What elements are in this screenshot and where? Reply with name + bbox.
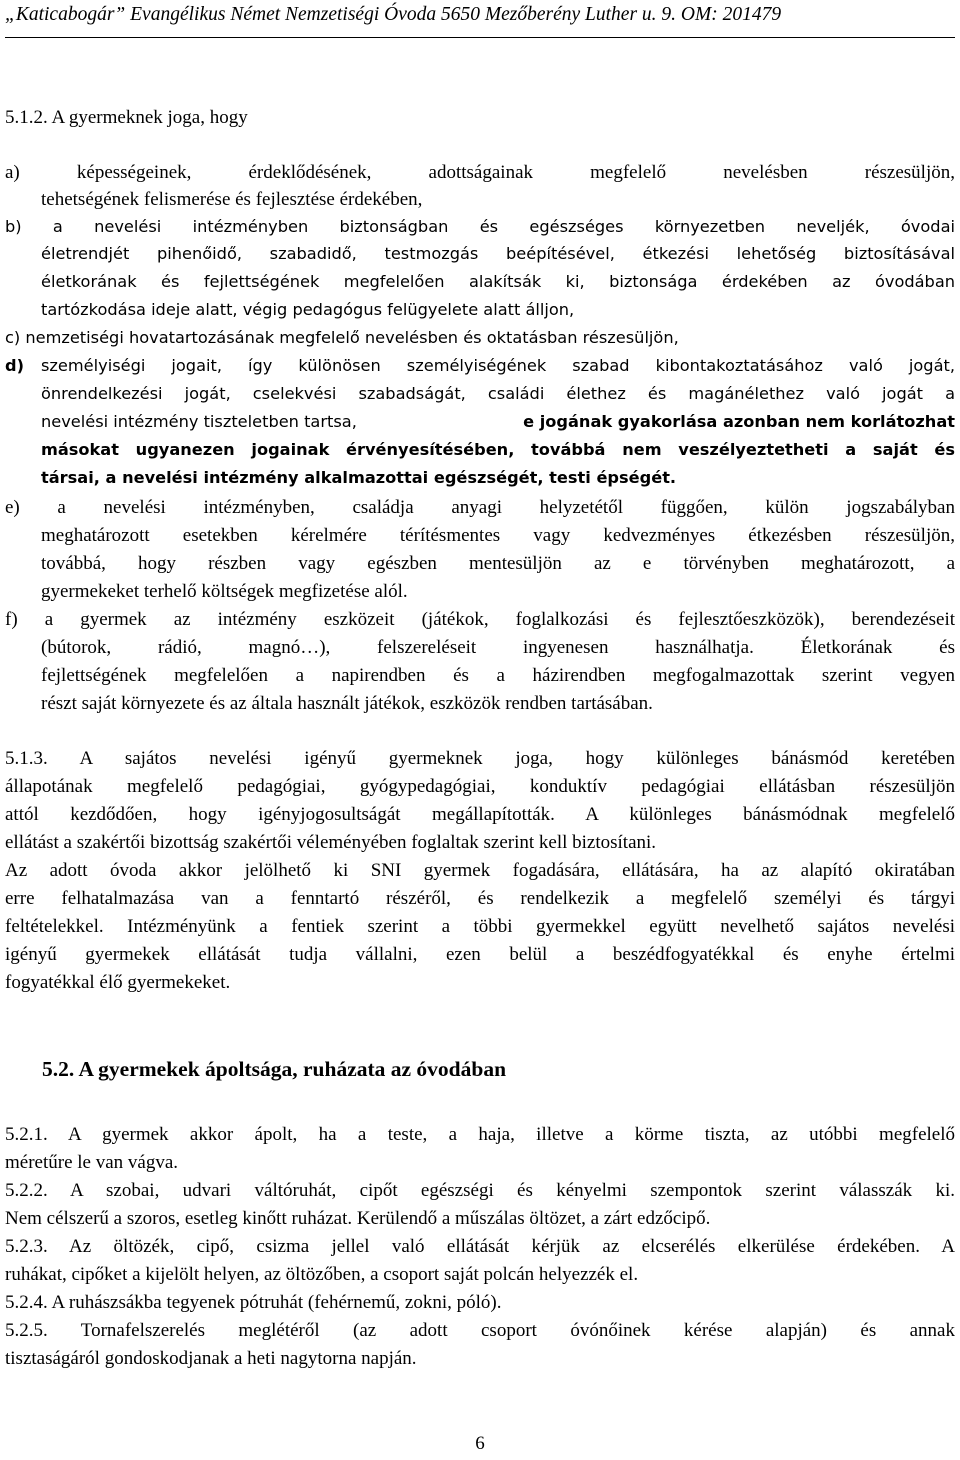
section-title-5-1-2: 5.1.2. A gyermeknek joga, hogy bbox=[5, 107, 248, 128]
section-heading-5-2: 5.2. A gyermekek ápoltsága, ruházata az óvodában bbox=[42, 1057, 507, 1081]
paragraph-line: f) a gyermek az intézmény eszközeit (játékok, foglalkozási és fejlesztőeszközök), berendezéseit bbox=[5, 609, 955, 630]
paragraph-line: meghatározott esetekben kérelmére térítésmentes vagy kedvezményes étkezésben részesüljön, bbox=[41, 525, 955, 546]
paragraph-line: továbbá, hogy részben vagy egészben mentesüljön az e törvényben meghatározott, a bbox=[41, 553, 955, 574]
paragraph-line: tartózkodása ideje alatt, végig pedagógus felügyelete alatt álljon, bbox=[41, 300, 575, 319]
paragraph-line: b) a nevelési intézményben biztonságban és egészséges környezetben neveljék, óvodai bbox=[5, 217, 955, 236]
paragraph-line: életrendjét pihenőidő, szabadidő, testmozgás beépítésével, étkezési lehetőség biztosításával bbox=[41, 244, 955, 263]
paragraph-line: a) képességeinek, érdeklődésének, adottságainak megfelelő nevelésben részesüljön, bbox=[5, 162, 955, 183]
paragraph-line: 5.2.1. A gyermek akkor ápolt, ha a teste, a haja, illetve a körme tiszta, az utóbbi megfelelő bbox=[5, 1124, 955, 1145]
paragraph-line: fejlettségének megfelelően a napirendben és a házirendben megfogalmazottak szerint vegyen bbox=[41, 665, 955, 686]
paragraph-line: feltételekkel. Intézményünk a fentiek szerint a többi gyermekkel együtt nevelhető sajátos nevelési bbox=[5, 916, 955, 937]
paragraph-line: 5.2.5. Tornafelszerelés meglétéről (az adott csoport óvónőinek kérése alapján) és annak bbox=[5, 1320, 955, 1341]
paragraph-line: 5.2.2. A szobai, udvari váltóruhát, cipőt egészségi és kényelmi szempontok szerint válasszák ki. bbox=[5, 1180, 955, 1201]
paragraph-line: 5.1.3. A sajátos nevelési igényű gyermeknek joga, hogy különleges bánásmód keretében bbox=[5, 748, 955, 769]
paragraph-line: életkorának és fejlettségének megfelelően alakítsák ki, biztonsága érdekében az óvodában bbox=[41, 272, 955, 291]
paragraph-line: ruhákat, cipőket a kijelölt helyen, az öltözőben, a csoport saját polcán helyezzék el. bbox=[5, 1264, 639, 1285]
paragraph-line: igényű gyermekek ellátását tudja vállalni, ezen belül a beszédfogyatékkal és enyhe értelmi bbox=[5, 944, 955, 965]
paragraph-line: attól kezdődően, hogy igényjogosultságát megállapították. A különleges bánásmódnak megfelelő bbox=[5, 804, 955, 825]
paragraph-line: tisztaságáról gondoskodjanak a heti nagytorna napján. bbox=[5, 1348, 417, 1369]
bold-text: társai, a nevelési intézmény alkalmazottai egészségét, testi épségét. bbox=[41, 468, 677, 487]
paragraph-line: c) nemzetiségi hovatartozásának megfelelő nevelésben és oktatásban részesüljön, bbox=[5, 328, 679, 347]
paragraph-line: (bútorok, rádió, magnó…), felszereléseit ingyenesen használhatja. Életkorának és bbox=[41, 637, 955, 658]
paragraph-line: nevelési intézmény tiszteletben tartsa, bbox=[41, 412, 357, 431]
paragraph-line: fogyatékkal élő gyermekeket. bbox=[5, 972, 231, 993]
paragraph-line: gyermekeket terhelő költségek megfizetése alól. bbox=[41, 581, 408, 602]
page-number: 6 bbox=[475, 1433, 485, 1454]
header-divider bbox=[5, 37, 955, 38]
paragraph-line: állapotának megfelelő pedagógiai, gyógypedagógiai, konduktív pedagógiai ellátásban részesüljön bbox=[5, 776, 955, 797]
paragraph-line: személyiségi jogait, így különösen személyiségének szabad kibontakoztatásához való jogát, bbox=[41, 356, 955, 375]
list-label-d: d) bbox=[5, 356, 24, 375]
bold-text: másokat ugyanezen jogainak érvényesítésében, továbbá nem veszélyeztetheti a saját és bbox=[41, 440, 955, 459]
paragraph-line: részt saját környezete és az általa használt játékok, eszközök rendben tartásában. bbox=[41, 693, 653, 714]
paragraph-line: 5.2.4. A ruhászsákba tegyenek pótruhát (fehérnemű, zokni, póló). bbox=[5, 1292, 502, 1313]
paragraph-line: 5.2.3. Az öltözék, cipő, csizma jellel való ellátását kérjük az elcserélés elkerülése érdekében. A bbox=[5, 1236, 955, 1257]
paragraph-line: erre felhatalmazása van a fenntartó részéről, és rendelkezik a megfelelő személyi és tárgyi bbox=[5, 888, 955, 909]
paragraph-line: ellátást a szakértői bizottság szakértői véleményében foglaltak szerint kell biztosítani. bbox=[5, 832, 657, 853]
document-header: „Katicabogár” Evangélikus Német Nemzetiségi Óvoda 5650 Mezőberény Luther u. 9. OM: 201479 bbox=[5, 4, 782, 25]
paragraph-line: e) a nevelési intézményben, családja anyagi helyzetétől függően, külön jogszabályban bbox=[5, 497, 955, 518]
paragraph-line: Nem célszerű a szoros, esetleg kinőtt ruházat. Kerülendő a műszálas öltözet, a zárt edzőcipő. bbox=[5, 1208, 711, 1229]
paragraph-line: méretűre le van vágva. bbox=[5, 1152, 179, 1173]
paragraph-line: Az adott óvoda akkor jelölhető ki SNI gyermek fogadására, ellátására, ha az alapító okiratában bbox=[5, 860, 955, 881]
paragraph-line: tehetségének felismerése és fejlesztése érdekében, bbox=[41, 189, 423, 210]
bold-text: e jogának gyakorlása azonban nem korlátozhat bbox=[523, 412, 955, 431]
paragraph-line: önrendelkezési jogát, cselekvési szabadságát, családi élethez és magánélethez való jogát a bbox=[41, 384, 955, 403]
